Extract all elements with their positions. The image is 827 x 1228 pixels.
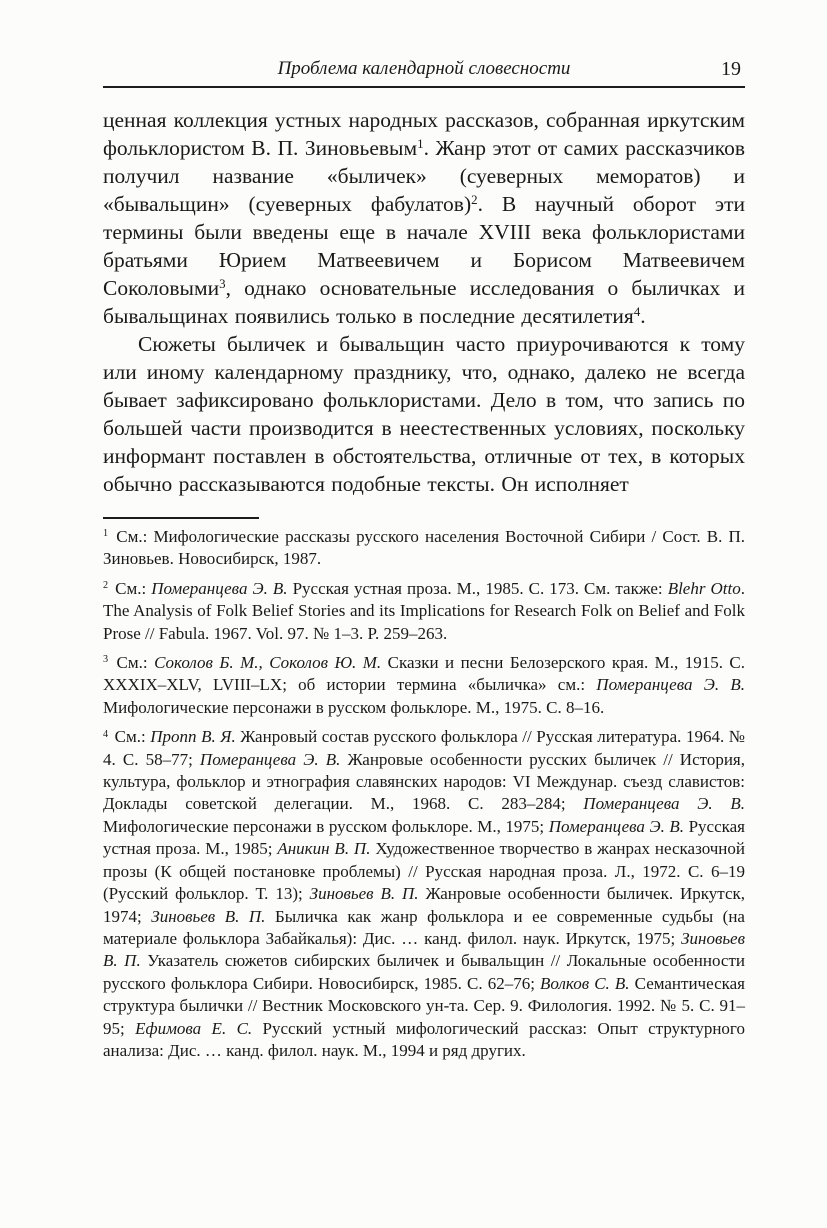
text-segment-italic: Зиновьев В. П. <box>151 906 266 926</box>
text-segment: . The Analysis of Folk Belief Stories and its Implications for Research Folk on Belief and Folk Prose // Fabula. 1967. Vol. 97. № 1–3. P. 259–263. <box>103 578 745 643</box>
text-segment-italic: Зиновьев В. П. <box>103 928 745 971</box>
footnote-ref: 3 <box>219 276 226 291</box>
footnote-1 <box>103 526 745 571</box>
page-header <box>103 56 745 82</box>
text-segment: Мифологические персонажи в русском фольклоре. М., 1975. С. 8–16. <box>103 697 605 717</box>
text-segment-italic: Померанцева Э. В. <box>596 675 745 695</box>
text-segment: Указатель сюжетов сибирских быличек и бывальщин // Локальные особенности русского фольклора Сибири. Новосибирск, 1985. С. 62–76; <box>103 951 745 993</box>
text-segment-italic: Померанцева Э. В. <box>151 578 288 598</box>
text-segment: Русская устная проза. М., 1985. С. 173. См. также: <box>287 578 668 598</box>
header-rule <box>103 86 745 88</box>
running-title: Проблема календарной словесности <box>277 58 571 79</box>
text-segment: . В научный оборот эти термины были введены еще в начале XVIII века фольклористами братьями Юрием Матвеевичем и Борисом Матвеевичем Соколовыми <box>103 192 745 300</box>
text-segment-italic: Померанцева Э. В. <box>583 794 745 814</box>
text-segment: См.: <box>110 653 155 673</box>
page-number: 19 <box>721 58 741 80</box>
text-segment: Жанровые особенности быличек. Иркутск, 1974; <box>103 884 745 926</box>
text-segment: Русский устный мифологический рассказ: Опыт структурного анализа: Дис. … канд. филол. наук. М., 1994 и ряд других. <box>103 1018 745 1060</box>
text-segment: Жанровый состав русского фольклора // Русская литература. 1964. № 4. С. 58–77; <box>103 727 745 769</box>
text-segment-italic: Ефимова Е. С. <box>135 1018 253 1038</box>
text-segment: Быличка как жанр фольклора и ее современные судьбы (на материале фольклора Забайкалья): Дис. … канд. филол. наук. Иркутск, 1975; <box>103 906 745 948</box>
text-segment: . <box>640 304 646 328</box>
text-segment-italic: Blehr Otto <box>667 578 741 598</box>
footnote-2 <box>103 578 745 645</box>
body-paragraph-2 <box>103 330 745 498</box>
footnote-ref: 2 <box>103 580 109 592</box>
footnote-ref: 2 <box>471 192 478 207</box>
footnote-4 <box>103 726 745 1062</box>
text-segment: См.: <box>110 727 151 747</box>
footnote-ref: 3 <box>103 654 109 666</box>
body-paragraph-1 <box>103 106 745 330</box>
text-segment: Художественное творчество в жанрах несказочной прозы (К общей постановке проблемы) // Русская народная проза. Л., 1972. С. 6–19 (Русский фольклор. Т. 13); <box>103 839 745 904</box>
footnote-ref: 4 <box>633 304 641 319</box>
text-segment: . Жанр этот от самих рассказчиков получил название «быличек» (суеверных меморатов) и «бывальщин» (суеверных фабулатов) <box>103 136 745 216</box>
body-text <box>103 106 745 498</box>
text-segment: Жанровые особенности русских быличек // История, культура, фольклор и этнография славянских народов: VI Междунар. съезд славистов: Доклады советской делегации. М., 1968. С. 283–284; <box>103 749 745 814</box>
text-segment-italic: Померанцева Э. В. <box>199 749 341 769</box>
footnote-ref: 1 <box>417 136 424 151</box>
text-segment: Сюжеты быличек и бывальщин часто приурочиваются к тому или иному календарному празднику, что, однако, далеко не всегда бывает зафиксировано фольклористами. Дело в том, что запись по большей части производится в неестественных условиях, поскольку информант поставлен в обстоятельства, отличные от тех, в которых обычно рассказываются подобные тексты. Он исполняет <box>103 332 745 496</box>
text-segment-italic: Соколов Б. М., Соколов Ю. М. <box>154 653 382 673</box>
text-segment-italic: Волков С. В. <box>540 973 630 993</box>
text-segment: См.: Мифологические рассказы русского населения Восточной Сибири / Сост. В. П. Зиновьев. Новосибирск, 1987. <box>103 527 745 569</box>
footnote-ref: 1 <box>103 528 109 540</box>
footnote-3 <box>103 652 745 719</box>
text-segment-italic: Аникин В. П. <box>277 839 371 859</box>
footnote-ref: 4 <box>103 728 109 740</box>
text-segment-italic: Пропп В. Я. <box>150 727 236 747</box>
text-segment: Мифологические персонажи в русском фольклоре. М., 1975; <box>103 816 549 836</box>
text-segment: См.: <box>110 578 152 598</box>
text-segment: , однако основательные исследования о быличках и бывальщинах появились только в последние десятилетия <box>103 276 745 328</box>
text-segment-italic: Зиновьев В. П. <box>309 884 419 904</box>
footnotes-section <box>103 517 745 1062</box>
text-segment: Русская устная проза. М., 1985; <box>103 816 745 859</box>
footnote-separator-rule <box>103 517 259 519</box>
text-segment-italic: Померанцева Э. В. <box>548 816 685 836</box>
text-segment: Семантическая структура былички // Вестник Московского ун-та. Сер. 9. Филология. 1992. № 5. С. 91–95; <box>103 973 745 1038</box>
text-segment: Сказки и песни Белозерского края. М., 1915. С. XXXIX–XLV, LVIII–LX; об истории термина «быличка» см.: <box>103 653 745 695</box>
text-segment: ценная коллекция устных народных рассказов, собранная иркутским фольклористом В. П. Зиновьевым <box>103 108 745 160</box>
